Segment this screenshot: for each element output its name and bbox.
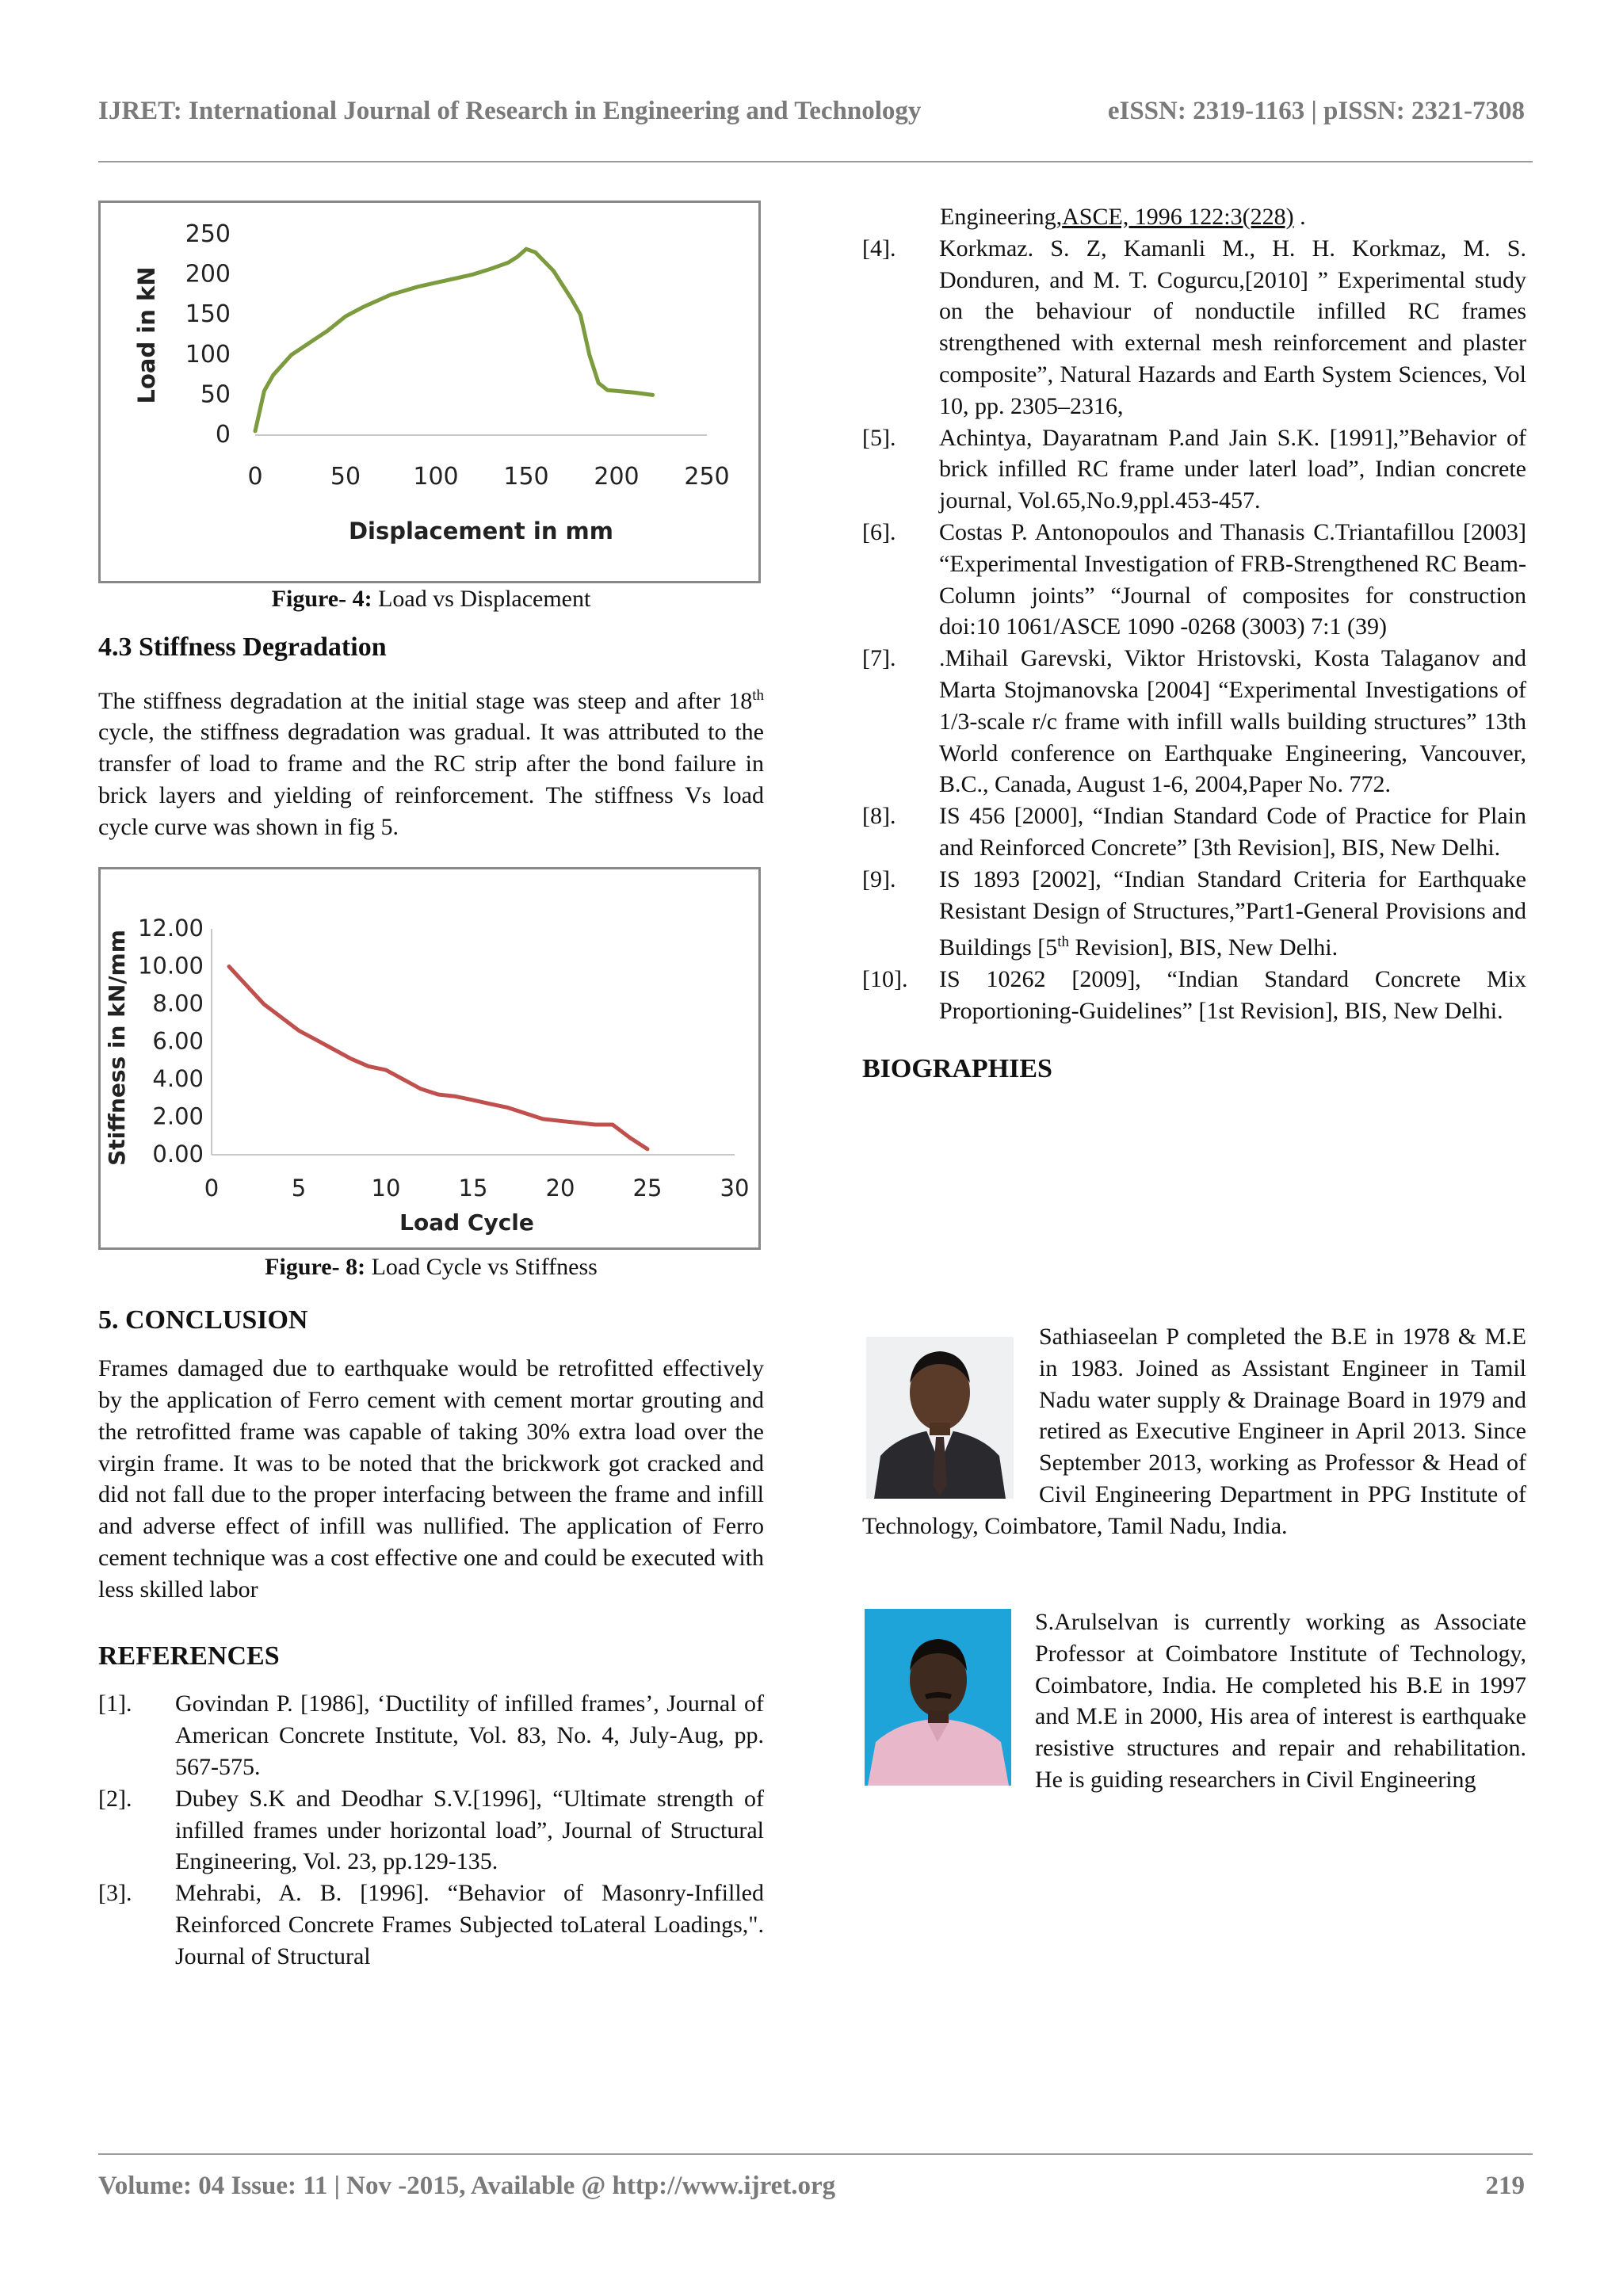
x-tick-label: 5 xyxy=(291,1174,307,1201)
x-tick-label: 100 xyxy=(413,463,459,491)
y-tick-label: 200 xyxy=(185,260,231,288)
reference-3-link[interactable]: ASCE, 1996 122:3(228) xyxy=(1062,204,1294,230)
stiffness-cycle-chart xyxy=(101,869,758,1247)
reference-3: [3]. Mehrabi, A. B. [1996]. “Behavior of Masonry-Infilled Reinforced Concrete Frames Subjected toLateral Loadings,". Journal of Structural xyxy=(98,1880,764,1969)
figure-8-chart xyxy=(98,867,761,1250)
reference-10: [10]. IS 10262 [2009], “Indian Standard Concrete Mix Proportioning-Guidelines” [1st Revision], BIS, New Delhi. xyxy=(862,966,1526,1024)
author-1-bio xyxy=(862,1321,1526,1542)
issn: eISSN: 2319-1163 | pISSN: 2321-7308 xyxy=(1107,97,1525,125)
biographies-heading: BIOGRAPHIES xyxy=(862,1053,1052,1083)
reference-list-left xyxy=(98,1688,764,1972)
y-tick-label: 10.00 xyxy=(137,952,204,980)
page-number: 219 xyxy=(1485,2172,1525,2200)
reference-6: [6]. Costas P. Antonopoulos and Thanasis C.Triantafillou [2003] “Experimental Investigation of FRB-Strengthened RC Beam-Column joints” “Journal of composites for construction doi:10 1061/ASCE 1090 -0268 (3003) 7:1 (39) xyxy=(862,518,1526,640)
y-tick-label: 2.00 xyxy=(152,1102,204,1130)
x-tick-label: 10 xyxy=(371,1174,401,1201)
x-tick-label: 200 xyxy=(594,463,640,491)
figure-4-chart xyxy=(98,201,761,583)
y-axis-label: Stiffness in kN/mm xyxy=(104,929,130,1166)
reference-8: [8]. IS 456 [2000], “Indian Standard Code of Practice for Plain and Reinforced Concrete” [3th Revision], BIS, New Delhi. xyxy=(862,803,1526,861)
figure-4-caption xyxy=(98,583,764,615)
y-axis-label: Load in kN xyxy=(133,266,160,404)
y-tick-label: 6.00 xyxy=(152,1027,204,1055)
author-1-photo-spacer xyxy=(862,1321,1039,1499)
reference-7: [7]. .Mihail Garevski, Viktor Hristovski, Kosta Talaganov and Marta Stojmanovska [2004] “Experimental Investigations of 1/3-scale r/c frame with infill walls building structures” 13th World conference on Earthquake Engineering, Vancouver, B.C., Canada, August 1-6, 2004,Paper No. 772. xyxy=(862,645,1526,798)
author-1-bio-wrap xyxy=(862,1321,1526,1542)
figure-8-label: Figure- 8: xyxy=(265,1253,366,1280)
y-tick-label: 100 xyxy=(185,340,231,369)
y-tick-label: 12.00 xyxy=(137,914,204,942)
reference-4: [4]. Korkmaz. S. Z, Kamanli M., H. H. Korkmaz, M. S. Donduren, and M. T. Cogurcu,[2010] ” Experimental study on the behaviour of nonductile infilled RC frames strengthened with external mesh reinforcement and plaster composite”, Natural Hazards and Earth System Sciences, Vol 10, pp. 2305–2316, xyxy=(862,235,1526,419)
reference-2: [2]. Dubey S.K and Deodhar S.V.[1996], “Ultimate strength of infilled frames under horizontal load”, Journal of Structural Engineering, Vol. 23, pp.129-135. xyxy=(98,1785,764,1875)
x-tick-label: 25 xyxy=(632,1174,663,1201)
references-heading: REFERENCES xyxy=(98,1641,280,1671)
x-tick-label: 0 xyxy=(247,463,263,491)
author-1-bio-text: Sathiaseelan P completed the B.E in 1978 & M.E in 1983. Joined as Assistant Engineer in Tamil Nadu water supply & Drainage Board in 1979 and retired as Executive Engineer in April 2013. Since September 2013, working as Professor & Head of Civil Engineering Department in PPG Institute of Technology, Coimbatore, Tamil Nadu, India. xyxy=(862,1324,1526,1539)
y-tick-label: 0 xyxy=(215,421,231,449)
reference-5: [5]. Achintya, Dayaratnam P.and Jain S.K. [1991],”Behavior of brick infilled RC frame under laterl load”, Indian concrete journal, Vol.65,No.9,ppl.453-457. xyxy=(862,424,1526,514)
footer-volume: Volume: 04 Issue: 11 | Nov -2015, Available @ http://www.ijret.org xyxy=(98,2172,836,2200)
author-2-bio-text: S.Arulselvan is currently working as Associate Professor at Coimbatore Institute of Technology, Coimbatore, India. He completed his B.E in 1997 and M.E in 2000, His area of interest is earthquake resistive structures and repair and rehabilitation. He is guiding researchers in Civil Engineering xyxy=(1035,1609,1526,1793)
journal-name: IJRET: International Journal of Research in Engineering and Technology xyxy=(98,97,922,125)
series-line xyxy=(229,966,647,1148)
x-tick-label: 0 xyxy=(204,1174,220,1201)
y-tick-label: 8.00 xyxy=(152,989,204,1017)
x-axis-label: Load Cycle xyxy=(399,1209,534,1236)
x-tick-label: 150 xyxy=(503,463,549,491)
reference-1: [1]. Govindan P. [1986], ‘Ductility of infilled frames’, Journal of American Concrete Institute, Vol. 83, No. 4, July-Aug, pp. 567-575. xyxy=(98,1690,764,1780)
y-tick-label: 50 xyxy=(200,380,231,409)
figure-8-title: Load Cycle vs Stiffness xyxy=(365,1253,598,1280)
x-tick-label: 15 xyxy=(458,1174,488,1201)
running-footer xyxy=(98,2172,1525,2201)
conclusion-paragraph: Frames damaged due to earthquake would be retrofitted effectively by the application of Ferro cement with cement mortar grouting and the retrofitted frame was capable of taking 30% extra load over the virgin frame. It was to be noted that the brickwork got cracked and did not fall due to the proper interfacing between the frame and infill and adverse effect of infill was nullified. The application of Ferro cement technique was a cost effective one and could be executed with less skilled labor xyxy=(98,1355,764,1603)
running-header xyxy=(98,97,1525,136)
figure-4-label: Figure- 4: xyxy=(271,586,372,612)
section-heading-conclusion: 5. CONCLUSION xyxy=(98,1305,308,1335)
section-heading-stiffness: 4.3 Stiffness Degradation xyxy=(98,632,387,662)
header-rule xyxy=(98,161,1533,162)
y-tick-label: 250 xyxy=(185,220,231,248)
load-displacement-chart xyxy=(101,203,758,581)
figure-8-caption xyxy=(98,1251,764,1283)
y-tick-label: 0.00 xyxy=(152,1140,204,1167)
stiffness-paragraph: The stiffness degradation at the initial stage was steep and after 18th cycle, the stiffness degradation was gradual. It was attributed to the transfer of load to frame and the RC strip after the bond failure in brick layers and yielding of reinforcement. The stiffness Vs load cycle curve was shown in fig 5. xyxy=(98,686,764,840)
reference-9: [9]. IS 1893 [2002], “Indian Standard Criteria for Earthquake Resistant Design of Structures,”Part1-General Provisions and Buildings [5th Revision], BIS, New Delhi. xyxy=(862,865,1526,961)
y-tick-label: 4.00 xyxy=(152,1064,204,1092)
footer-rule xyxy=(98,2153,1533,2155)
y-tick-label: 150 xyxy=(185,300,231,329)
author-2-bio-wrap xyxy=(862,1606,1526,1796)
x-tick-label: 30 xyxy=(720,1174,750,1201)
author-2-bio xyxy=(862,1606,1526,1796)
figure-4-title: Load vs Displacement xyxy=(372,586,591,612)
author-2-photo-spacer xyxy=(862,1606,1035,1795)
reference-3-continued: Engineering,ASCE, 1996 122:3(228) . xyxy=(940,204,1306,230)
x-tick-label: 20 xyxy=(545,1174,575,1201)
x-tick-label: 50 xyxy=(330,463,361,491)
x-tick-label: 250 xyxy=(684,463,730,491)
right-column xyxy=(862,201,1526,1085)
series-line xyxy=(255,249,653,431)
left-column xyxy=(98,201,764,1973)
x-axis-label: Displacement in mm xyxy=(348,518,614,544)
